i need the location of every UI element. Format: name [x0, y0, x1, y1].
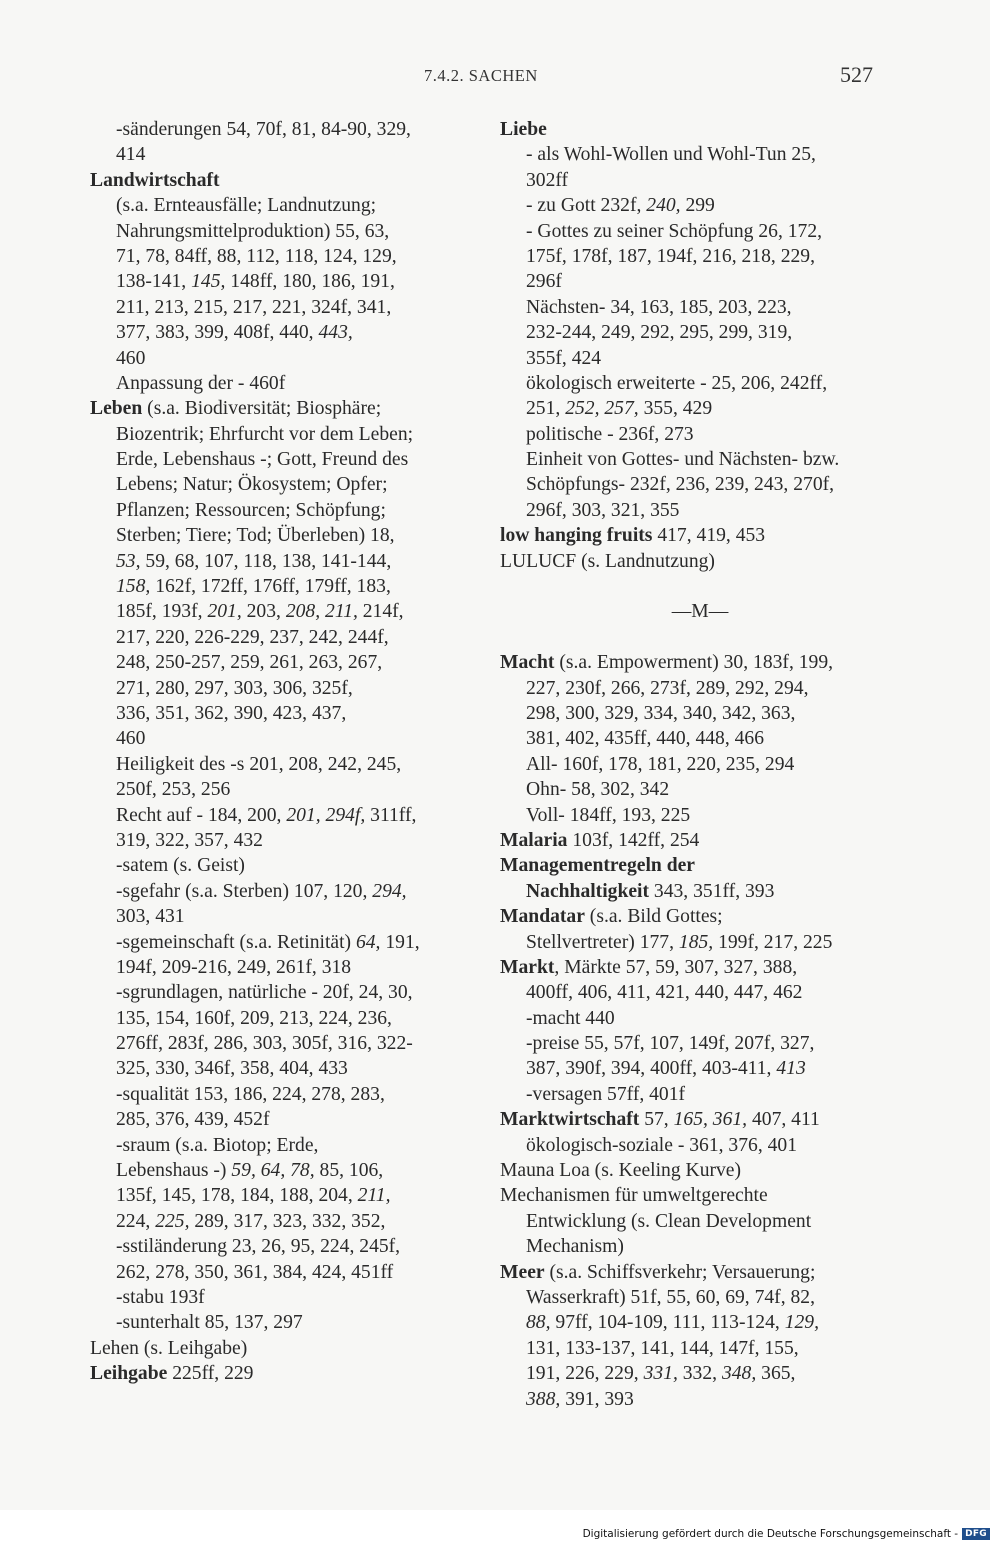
index-line — [90, 1310, 480, 1335]
index-text: 59, 64, 78, — [231, 1160, 315, 1182]
index-text: 203, — [241, 601, 286, 623]
index-text: 248, 250-257, 259, 261, 263, 267, — [116, 652, 383, 674]
index-text: 311ff, — [365, 804, 417, 826]
index-text: 336, 351, 362, 390, 423, 437, — [116, 702, 347, 724]
index-text: 211, — [357, 1185, 391, 1207]
index-text: Nachhaltigkeit — [526, 880, 650, 902]
index-text: 413 — [776, 1058, 806, 1080]
index-text: Lehen (s. Leihgabe) — [90, 1337, 248, 1359]
index-text: 103f, 142ff, 254 — [567, 829, 700, 851]
index-text: Lebenshaus -) — [116, 1160, 232, 1182]
index-line — [500, 498, 900, 523]
index-line — [500, 1158, 900, 1183]
index-line — [500, 1082, 900, 1107]
index-text: 185f, 193f, — [116, 601, 208, 623]
index-line — [90, 244, 480, 269]
index-line — [500, 472, 900, 497]
index-text: 175f, 178f, 187, 194f, 216, 218, 229, — [526, 245, 815, 267]
index-line — [500, 599, 900, 624]
index-text: 59, 68, 107, 118, 138, 141-144, — [140, 550, 392, 572]
index-line — [90, 346, 480, 371]
index-text: 201, 294f, — [286, 804, 366, 826]
index-text: - als Wohl-Wollen und Wohl-Tun 25, — [526, 144, 816, 166]
index-text: -satem (s. Geist) — [116, 855, 245, 877]
index-text: 135, 154, 160f, 209, 213, 224, 236, — [116, 1007, 392, 1029]
index-line — [90, 625, 480, 650]
index-text: Macht — [500, 652, 555, 674]
index-text: 296f, 303, 321, 355 — [526, 499, 680, 521]
index-line — [500, 320, 900, 345]
index-line — [500, 676, 900, 701]
index-text: Liebe — [500, 119, 547, 140]
index-text: 332, — [677, 1363, 722, 1385]
index-text: Landwirtschaft — [90, 169, 220, 191]
index-text: Anpassung der - 460f — [116, 372, 286, 394]
index-text: Voll- 184ff, 193, 225 — [526, 804, 691, 826]
index-text: -sgefahr (s.a. Sterben) 107, 120, — [116, 880, 373, 902]
index-line — [500, 396, 900, 421]
index-text: Mechanismen für umweltgerechte — [500, 1185, 768, 1207]
index-text: 296f — [526, 271, 562, 293]
index-text: 460 — [116, 347, 146, 369]
index-line — [90, 828, 480, 853]
index-text: 387, 390f, 394, 400ff, 403-411, — [526, 1058, 777, 1080]
index-line — [90, 1183, 480, 1208]
index-text: 199f, 217, 225 — [713, 931, 833, 953]
index-column-right — [500, 117, 900, 1412]
index-line — [500, 1285, 900, 1310]
index-line — [90, 803, 480, 828]
index-text: Marktwirtschaft — [500, 1109, 640, 1131]
index-text: 162f, 172ff, 176ff, 179ff, 183, — [150, 576, 391, 598]
index-text: 232-244, 249, 292, 295, 299, 319, — [526, 322, 793, 344]
index-line — [90, 726, 480, 751]
index-text: 417, 419, 453 — [652, 525, 766, 547]
index-text: low hanging fruits — [500, 525, 653, 547]
index-line — [500, 549, 900, 574]
index-line — [500, 1056, 900, 1081]
index-line — [90, 396, 480, 421]
index-text: 407, 411 — [747, 1109, 820, 1131]
index-text: 208, 211, — [285, 601, 358, 623]
index-text: (s.a. Bild Gottes; — [584, 906, 723, 928]
index-line — [500, 193, 900, 218]
index-line — [90, 930, 480, 955]
index-line — [90, 1234, 480, 1259]
index-line — [500, 777, 900, 802]
index-line — [500, 1336, 900, 1361]
index-text: 64, — [355, 931, 381, 953]
index-line — [500, 853, 900, 878]
index-line — [90, 523, 480, 548]
index-text: Recht auf - 184, 200, — [116, 804, 287, 826]
index-text: 271, 280, 297, 303, 306, 325f, — [116, 677, 353, 699]
index-text: -sgemeinschaft (s.a. Retinität) — [116, 931, 356, 953]
index-text: 57, — [639, 1109, 674, 1131]
index-line — [90, 422, 480, 447]
index-text: -sänderungen 54, 70f, 81, 84-90, 329, — [116, 119, 411, 140]
index-text: 325, 330, 346f, 358, 404, 433 — [116, 1058, 348, 1080]
index-line — [500, 1107, 900, 1132]
index-text: , Märkte 57, 59, 307, 327, 388, — [554, 956, 798, 978]
index-text: 131, 133-137, 141, 144, 147f, 155, — [526, 1337, 799, 1359]
index-line — [90, 955, 480, 980]
index-text: -sunterhalt 85, 137, 297 — [116, 1312, 303, 1334]
index-line — [500, 1031, 900, 1056]
index-text: 158, — [116, 576, 151, 598]
index-text: Einheit von Gottes- und Nächsten- bzw. — [526, 449, 840, 471]
index-text: 185, — [678, 931, 714, 953]
index-column-left — [90, 117, 480, 1387]
index-text: Leben — [90, 398, 143, 420]
index-text: Mauna Loa (s. Keeling Kurve) — [500, 1160, 742, 1182]
index-text: 443, — [318, 322, 353, 344]
index-text: 88, — [526, 1312, 551, 1334]
index-text: Markt — [500, 956, 555, 978]
index-line — [500, 447, 900, 472]
index-line — [500, 879, 900, 904]
index-text: ökologisch erweiterte - 25, 206, 242ff, — [526, 372, 828, 394]
index-line — [90, 1056, 480, 1081]
index-text: 348, — [721, 1363, 757, 1385]
index-line — [500, 422, 900, 447]
index-line — [90, 1107, 480, 1132]
index-text: 148ff, 180, 186, 191, — [225, 271, 395, 293]
index-text: 414 — [116, 144, 146, 166]
index-text: Entwicklung (s. Clean Development — [526, 1210, 812, 1232]
index-text: Heiligkeit des -s 201, 208, 242, 245, — [116, 753, 402, 775]
index-text: 319, 322, 357, 432 — [116, 829, 263, 851]
index-text: 53, — [116, 550, 141, 572]
index-text: 214f, — [357, 601, 404, 623]
index-text: 303, 431 — [116, 906, 185, 928]
index-line — [90, 320, 480, 345]
index-line — [500, 955, 900, 980]
index-line — [90, 701, 480, 726]
index-line — [500, 574, 900, 599]
index-text: (s.a. Schiffsverkehr; Versauerung; — [544, 1261, 816, 1283]
page-number: 527 — [840, 62, 873, 87]
index-text: -sgrundlagen, natürliche - 20f, 24, 30, — [116, 982, 413, 1004]
index-line — [500, 1006, 900, 1031]
index-text: - zu Gott 232f, — [526, 195, 647, 217]
index-text: 381, 402, 435ff, 440, 448, 466 — [526, 728, 765, 750]
index-line — [90, 1158, 480, 1183]
index-line — [90, 447, 480, 472]
index-text: 201, — [207, 601, 242, 623]
index-line — [90, 371, 480, 396]
index-text: 252, 257, — [565, 398, 639, 420]
index-line — [90, 676, 480, 701]
index-line — [500, 219, 900, 244]
index-text: 355f, 424 — [526, 347, 602, 369]
index-line — [500, 1310, 900, 1335]
index-line — [500, 828, 900, 853]
index-line — [500, 371, 900, 396]
index-text: Nahrungsmittelproduktion) 55, 63, — [116, 220, 390, 242]
index-line — [500, 650, 900, 675]
index-text: Ohn- 58, 302, 342 — [526, 779, 670, 801]
index-text: 191, 226, 229, — [526, 1363, 644, 1385]
index-text: politische - 236f, 273 — [526, 423, 694, 445]
index-line — [500, 117, 900, 142]
index-text: 217, 220, 226-229, 237, 242, 244f, — [116, 626, 389, 648]
index-line — [500, 1234, 900, 1259]
index-text: -preise 55, 57f, 107, 149f, 207f, 327, — [526, 1033, 815, 1055]
index-line — [90, 1133, 480, 1158]
index-line — [500, 142, 900, 167]
index-text: 299 — [680, 195, 715, 217]
index-text: Sterben; Tiere; Tod; Überleben) 18, — [116, 525, 395, 547]
index-text: -sstiländerung 23, 26, 95, 224, 245f, — [116, 1236, 401, 1258]
index-line — [500, 523, 900, 548]
index-text: 294, — [372, 880, 407, 902]
digitization-footer — [583, 1528, 990, 1540]
index-text: 285, 376, 439, 452f — [116, 1109, 270, 1131]
index-line — [90, 1209, 480, 1234]
index-text: 138-141, — [116, 271, 192, 293]
running-head: 7.4.2. SACHEN — [424, 66, 538, 85]
index-line — [90, 574, 480, 599]
index-line — [90, 295, 480, 320]
index-text: 194f, 209-216, 249, 261f, 318 — [116, 956, 352, 978]
index-text: Pflanzen; Ressourcen; Schöpfung; — [116, 499, 386, 521]
index-line — [90, 549, 480, 574]
index-line — [500, 1361, 900, 1386]
index-text: 225, — [155, 1210, 190, 1232]
index-line — [500, 904, 900, 929]
index-text: (s.a. Empowerment) 30, 183f, 199, — [554, 652, 834, 674]
index-text: - Gottes zu seiner Schöpfung 26, 172, — [526, 220, 823, 242]
index-text: -stabu 193f — [116, 1286, 205, 1308]
index-text: 388, — [526, 1388, 561, 1410]
index-line — [90, 1361, 480, 1386]
index-line — [90, 168, 480, 193]
index-text: ökologisch-soziale - 361, 376, 401 — [526, 1134, 798, 1156]
index-text: 365, — [756, 1363, 796, 1385]
index-text: Nächsten- 34, 163, 185, 203, 223, — [526, 296, 792, 318]
index-text: All- 160f, 178, 181, 220, 235, 294 — [526, 753, 795, 775]
index-line — [500, 980, 900, 1005]
index-text: Schöpfungs- 232f, 236, 239, 243, 270f, — [526, 474, 835, 496]
index-line — [500, 1133, 900, 1158]
index-line — [90, 879, 480, 904]
index-text: Leihgabe — [90, 1363, 168, 1385]
index-text: 225ff, 229 — [167, 1363, 254, 1385]
index-text: (s.a. Biodiversität; Biosphäre; — [142, 398, 382, 420]
index-line — [90, 219, 480, 244]
index-line — [500, 1387, 900, 1412]
index-text: 240, — [646, 195, 681, 217]
index-line — [90, 193, 480, 218]
index-text: Biozentrik; Ehrfurcht vor dem Leben; — [116, 423, 414, 445]
index-text: Lebens; Natur; Ökosystem; Opfer; — [116, 474, 388, 496]
index-line — [500, 1260, 900, 1285]
index-line — [90, 904, 480, 929]
index-text: —M— — [671, 601, 729, 623]
index-line — [90, 142, 480, 167]
footer-text: Digitalisierung gefördert durch die Deutsche Forschungsgemeinschaft - — [582, 1528, 959, 1540]
index-line — [90, 1336, 480, 1361]
index-text: Managementregeln der — [500, 855, 695, 877]
index-text: (s.a. Ernteausfälle; Landnutzung; — [116, 195, 377, 217]
index-text: -sraum (s.a. Biotop; Erde, — [116, 1134, 319, 1156]
index-text: 298, 300, 329, 334, 340, 342, 363, — [526, 702, 796, 724]
index-line — [90, 777, 480, 802]
index-text: Mandatar — [500, 906, 585, 928]
index-text: Mechanism) — [526, 1236, 624, 1258]
index-text: 211, 213, 215, 217, 221, 324f, 341, — [116, 296, 392, 318]
index-text: 97ff, 104-109, 111, 113-124, — [550, 1312, 785, 1334]
index-line — [90, 650, 480, 675]
index-text: Stellvertreter) 177, — [526, 931, 679, 953]
index-line — [90, 752, 480, 777]
index-line — [500, 244, 900, 269]
index-text: -squalität 153, 186, 224, 278, 283, — [116, 1083, 385, 1105]
index-line — [90, 1285, 480, 1310]
index-line — [500, 803, 900, 828]
index-line — [500, 1209, 900, 1234]
index-line — [90, 269, 480, 294]
index-text: LULUCF (s. Landnutzung) — [500, 550, 715, 572]
index-line — [90, 472, 480, 497]
index-line — [90, 1260, 480, 1285]
index-text: Malaria — [500, 829, 568, 851]
index-text: 129, — [784, 1312, 819, 1334]
index-line — [90, 1006, 480, 1031]
index-line — [90, 599, 480, 624]
index-text: 191, — [380, 931, 420, 953]
index-line — [90, 498, 480, 523]
index-line — [500, 269, 900, 294]
index-line — [500, 701, 900, 726]
index-text: 276ff, 283f, 286, 303, 305f, 316, 322- — [116, 1033, 413, 1055]
index-text: -macht 440 — [526, 1007, 615, 1029]
index-text: Wasserkraft) 51f, 55, 60, 69, 74f, 82, — [526, 1286, 815, 1308]
index-line — [90, 980, 480, 1005]
index-text: 250f, 253, 256 — [116, 779, 231, 801]
index-line — [500, 1183, 900, 1208]
index-line — [500, 930, 900, 955]
index-text: 343, 351ff, 393 — [649, 880, 775, 902]
index-text: 251, — [526, 398, 566, 420]
index-line — [90, 117, 480, 142]
index-text: 289, 317, 323, 332, 352, — [189, 1210, 386, 1232]
index-line — [500, 295, 900, 320]
index-text: 460 — [116, 728, 146, 750]
index-text: Meer — [500, 1261, 545, 1283]
index-text: 400ff, 406, 411, 421, 440, 447, 462 — [526, 982, 803, 1004]
index-line — [500, 726, 900, 751]
index-line — [500, 625, 900, 650]
index-line — [90, 1031, 480, 1056]
index-text: 391, 393 — [560, 1388, 634, 1410]
index-text: 71, 78, 84ff, 88, 112, 118, 124, 129, — [116, 245, 397, 267]
index-text: 165, 361, — [673, 1109, 748, 1131]
index-text: 224, — [116, 1210, 156, 1232]
index-text: 85, 106, — [314, 1160, 384, 1182]
index-line — [90, 1082, 480, 1107]
index-text: 145, — [191, 271, 226, 293]
dfg-logo: DFG — [962, 1528, 990, 1540]
index-text: 227, 230f, 266, 273f, 289, 292, 294, — [526, 677, 809, 699]
index-line — [500, 168, 900, 193]
index-text: 331, — [643, 1363, 678, 1385]
index-text: 377, 383, 399, 408f, 440, — [116, 322, 319, 344]
index-text: 302ff — [526, 169, 569, 191]
index-text: 262, 278, 350, 361, 384, 424, 451ff — [116, 1261, 394, 1283]
index-text: -versagen 57ff, 401f — [526, 1083, 686, 1105]
index-text: 135f, 145, 178, 184, 188, 204, — [116, 1185, 358, 1207]
index-line — [500, 752, 900, 777]
index-text: Erde, Lebenshaus -; Gott, Freund des — [116, 449, 409, 471]
index-line — [90, 853, 480, 878]
index-line — [500, 346, 900, 371]
index-text: 355, 429 — [638, 398, 713, 420]
